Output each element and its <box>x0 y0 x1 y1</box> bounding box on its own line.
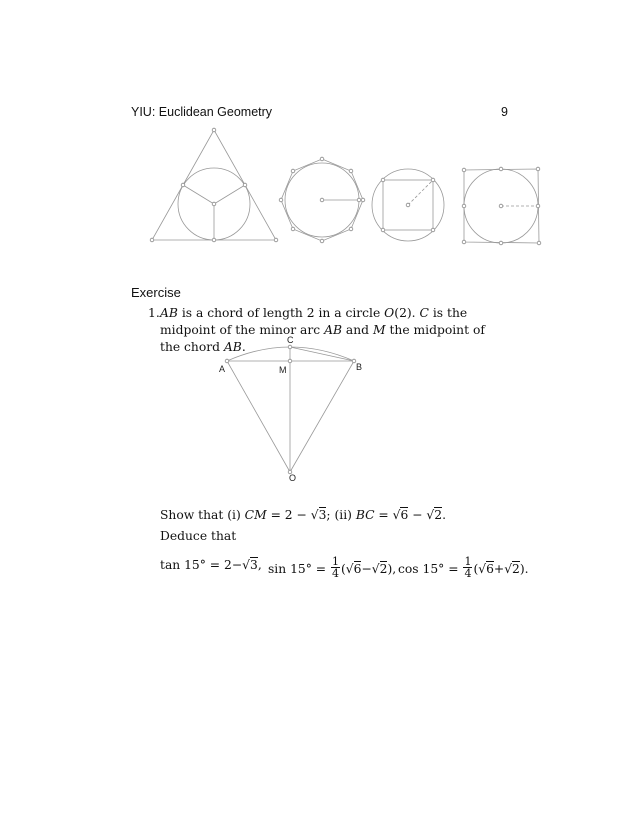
fraction-one-quarter: $\frac{1}{4}$ <box>464 555 472 580</box>
figure-triangle-incircle <box>150 128 278 242</box>
formula-line <box>160 548 529 588</box>
figure-circumscribed-square <box>462 167 541 245</box>
radius-left <box>183 185 214 204</box>
radius-right <box>214 185 245 204</box>
tan-formula: tan 15° = 2−√3, <box>160 558 262 572</box>
label-m: M <box>279 365 287 375</box>
figure-chord-diagram <box>225 345 356 474</box>
problem-text: AB is a chord of length 2 in a circle O(2). C is the midpoint of the minor arc AB and M the midpoint of the chord AB. <box>160 306 485 354</box>
cos-formula: cos 15° = $\frac{1}{4}$ (√6+√2). <box>398 555 529 580</box>
figure-octagon-circle <box>279 157 365 243</box>
label-c: C <box>287 335 294 345</box>
running-header-title: YIU: Euclidean Geometry <box>131 105 273 119</box>
label-a: A <box>219 364 226 374</box>
dashed-radius <box>408 180 433 205</box>
label-b: B <box>356 362 363 372</box>
figure-inscribed-square <box>372 169 444 241</box>
fraction-one-quarter: $\frac{1}{4}$ <box>332 555 339 580</box>
label-o: O <box>289 473 297 483</box>
radius-oa <box>227 361 290 472</box>
problem-statement <box>148 305 508 356</box>
exercise-heading: Exercise <box>131 285 181 300</box>
page-number: 9 <box>501 105 508 119</box>
item-number: 1. <box>148 306 160 320</box>
deduce-line: Deduce that <box>160 529 237 543</box>
radius-ob <box>290 361 354 472</box>
sin-formula: sin 15° = $\frac{1}{4}$ (√6−√2), <box>268 555 397 580</box>
show-that-line: Show that (i) CM = 2 − √3; (ii) BC = √6 − √2. <box>160 508 447 522</box>
